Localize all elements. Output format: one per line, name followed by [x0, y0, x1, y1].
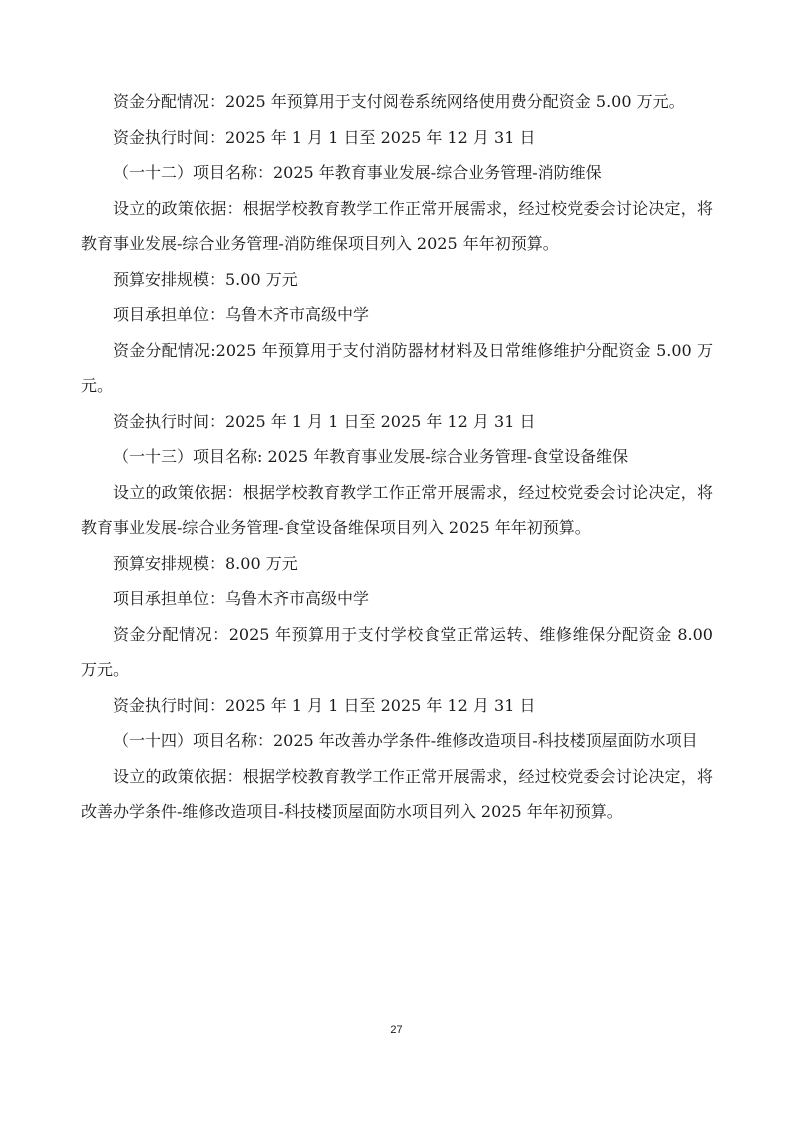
paragraph-responsible-unit-13: 项目承担单位：乌鲁木齐市高级中学 [113, 589, 370, 608]
paragraph-policy-basis-12: 设立的政策依据：根据学校教育教学工作正常开展需求，经过校党委会讨论决定，将教育事业发展-综合业务管理-消防维保项目列入 2025 年年初预算。 [81, 198, 713, 253]
paragraph-execution-time-12: 资金执行时间：2025 年 1 月 1 日至 2025 年 12 月 31 日 [113, 411, 536, 431]
paragraph-policy-basis-14: 设立的政策依据：根据学校教育教学工作正常开展需求，经过校党委会讨论决定，将改善办学条件-维修改造项目-科技楼顶屋面防水项目列入 2025 年年初预算。 [81, 766, 713, 821]
paragraph-fund-allocation-13: 资金分配情况：2025 年预算用于支付学校食堂正常运转、维修维保分配资金 8.00 万元。 [81, 624, 713, 679]
paragraph-project-title-12: （一十二）项目名称：2025 年教育事业发展-综合业务管理-消防维保 [113, 163, 602, 182]
paragraph-budget-scale-13: 预算安排规模：8.00 万元 [113, 553, 298, 573]
paragraph-execution-time-11: 资金执行时间：2025 年 1 月 1 日至 2025 年 12 月 31 日 [113, 127, 536, 147]
page-number: 27 [390, 1024, 403, 1036]
paragraph-responsible-unit-12: 项目承担单位：乌鲁木齐市高级中学 [113, 305, 370, 324]
paragraph-execution-time-13: 资金执行时间：2025 年 1 月 1 日至 2025 年 12 月 31 日 [113, 695, 536, 715]
paragraph-fund-allocation-12: 资金分配情况:2025 年预算用于支付消防器材材料及日常维修维护分配资金 5.00 万元。 [81, 340, 713, 395]
paragraph-budget-scale-12: 预算安排规模：5.00 万元 [113, 269, 298, 289]
paragraph-project-title-14: （一十四）项目名称：2025 年改善办学条件-维修改造项目-科技楼顶屋面防水项目 [113, 731, 698, 750]
paragraph-policy-basis-13: 设立的政策依据：根据学校教育教学工作正常开展需求，经过校党委会讨论决定，将教育事业发展-综合业务管理-食堂设备维保项目列入 2025 年年初预算。 [81, 482, 713, 537]
paragraph-fund-allocation-11: 资金分配情况：2025 年预算用于支付阅卷系统网络使用费分配资金 5.00 万元。 [113, 92, 685, 111]
document-body [81, 84, 713, 830]
paragraph-project-title-13: （一十三）项目名称: 2025 年教育事业发展-综合业务管理-食堂设备维保 [113, 447, 629, 466]
